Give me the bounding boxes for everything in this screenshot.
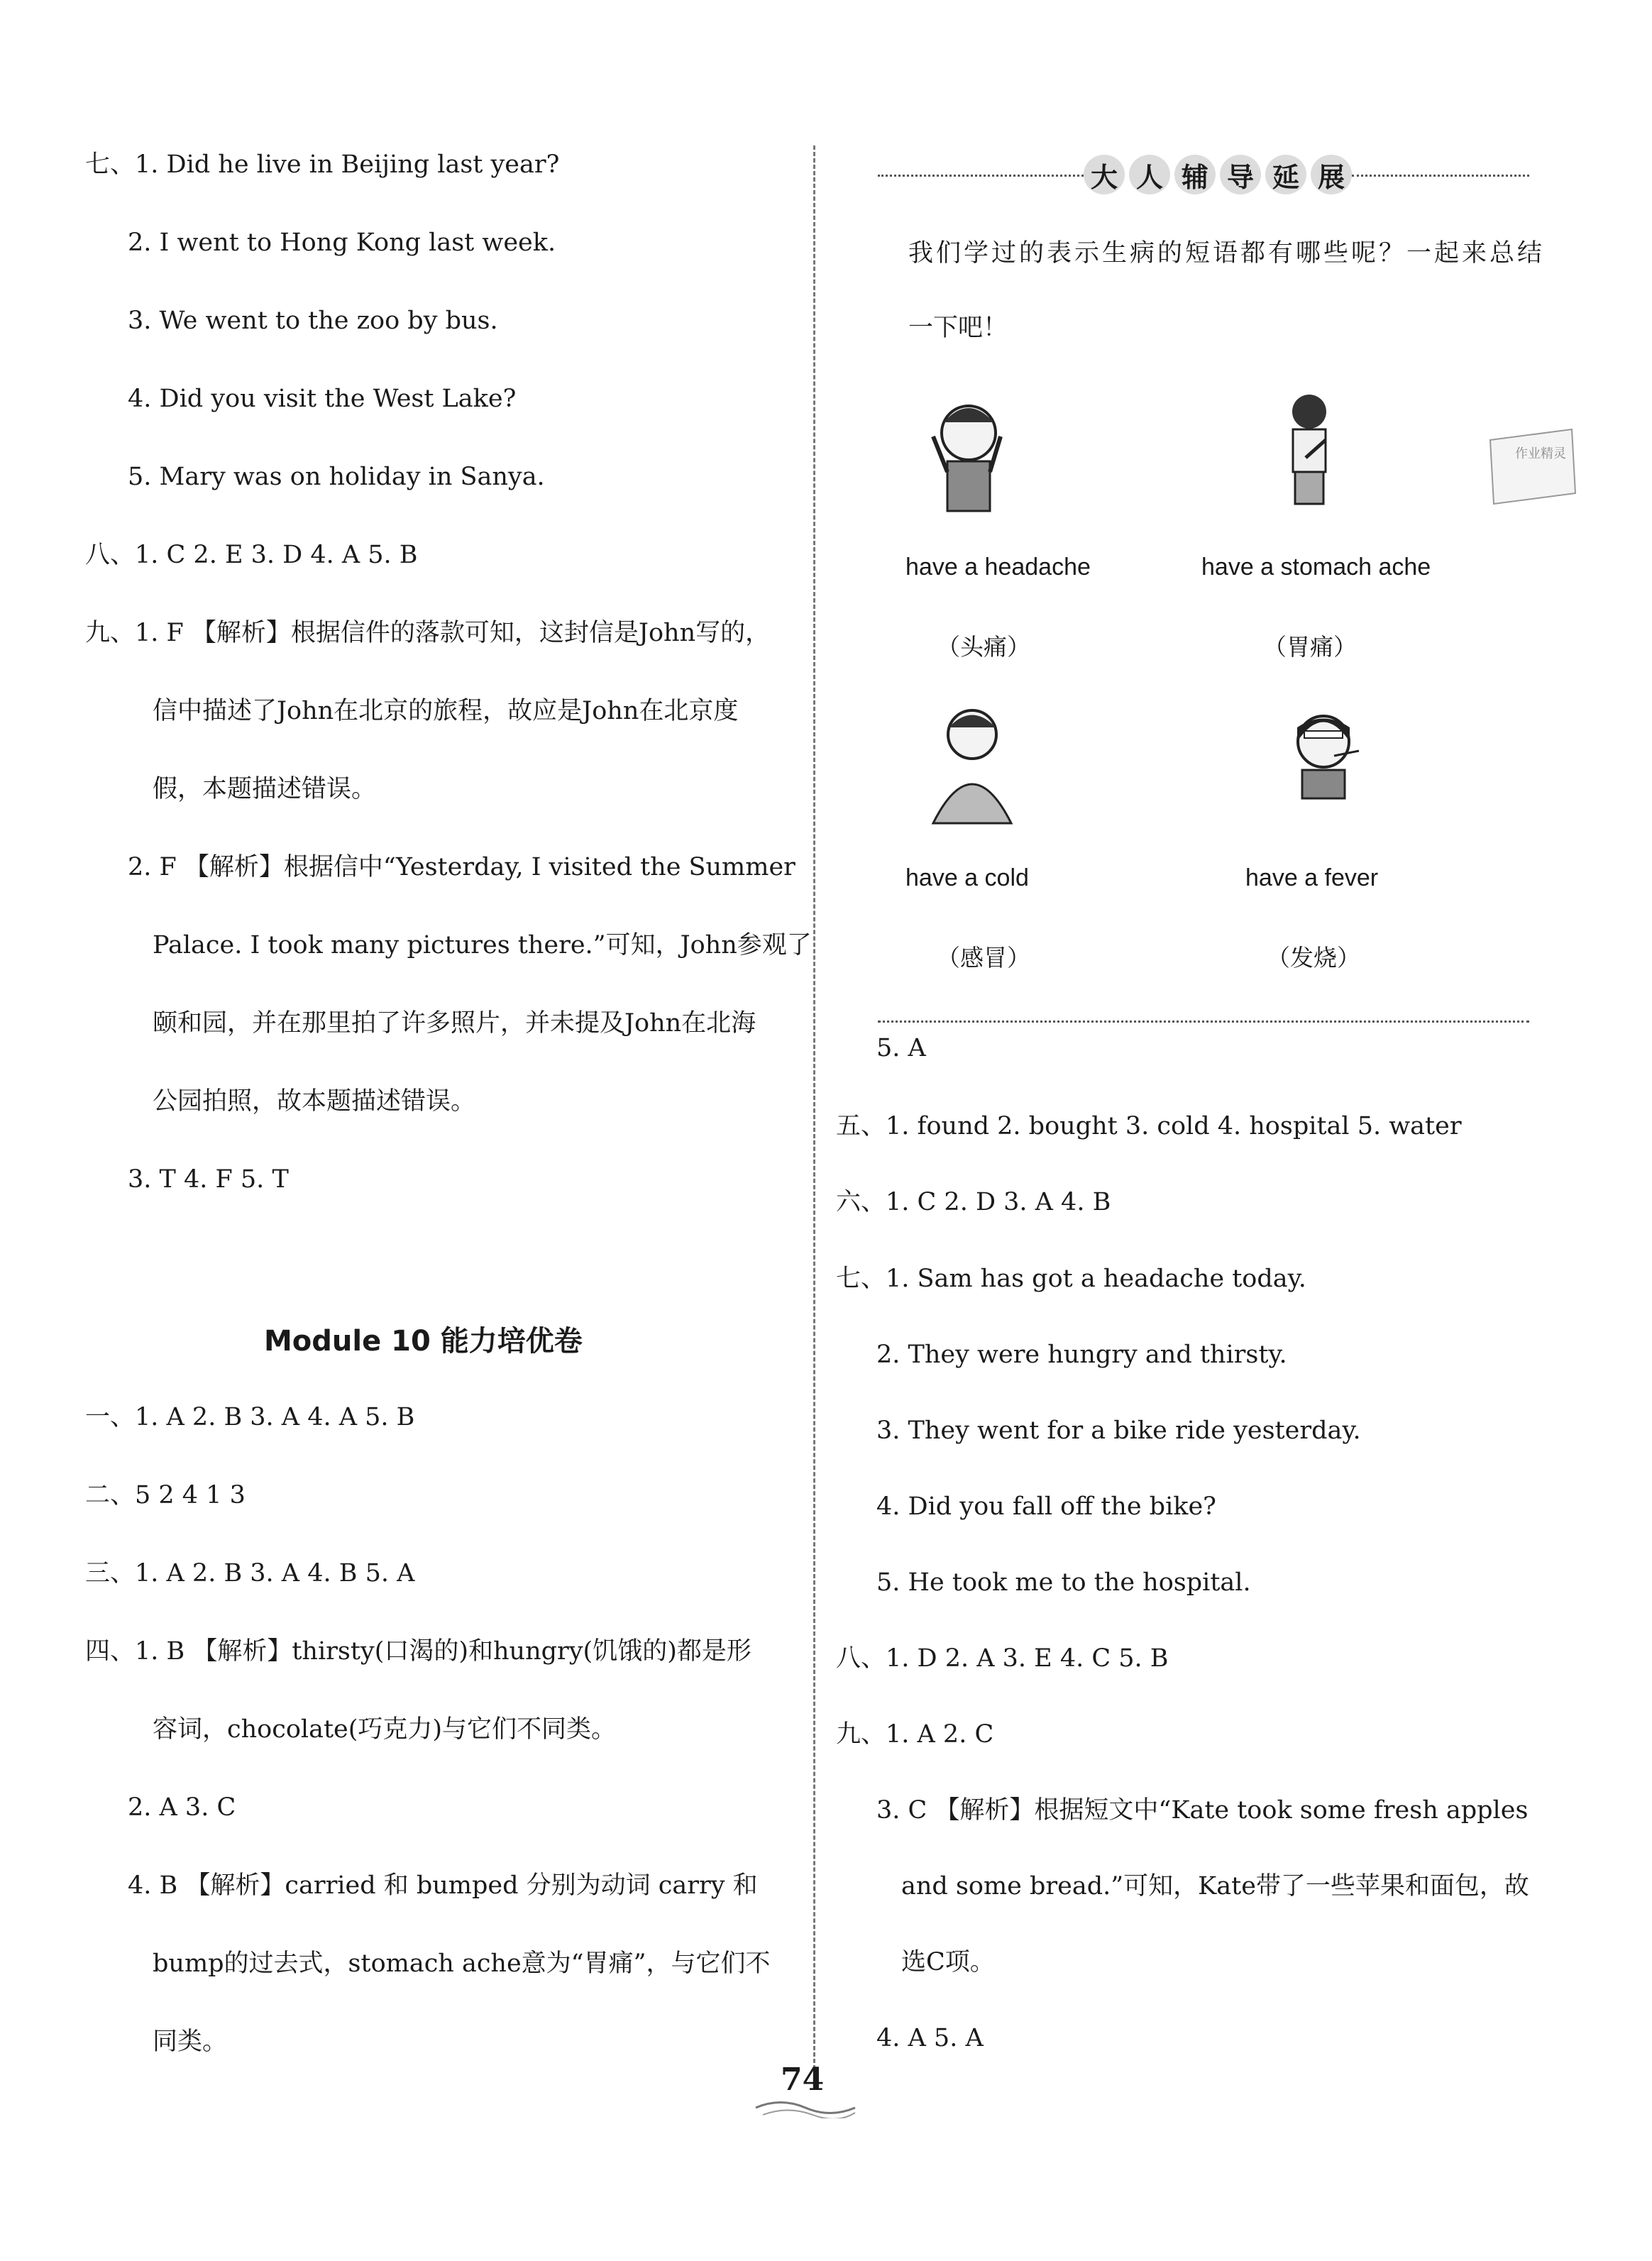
banner-rule-right bbox=[1352, 175, 1529, 177]
phrase-stomach-ache-cn: （胃痛） bbox=[1263, 633, 1357, 661]
answer-r-5: 5. A bbox=[876, 1034, 926, 1062]
answer-9-2d: 公园拍照，故本题描述错误。 bbox=[153, 1087, 476, 1116]
answer-9-2c: 颐和园，并在那里拍了许多照片，并未提及John在北海 bbox=[153, 1009, 756, 1038]
answer-7-5: 5. Mary was on holiday in Sanya. bbox=[128, 463, 545, 491]
banner-char: 延 bbox=[1265, 155, 1306, 194]
intro-line-1: 我们学过的表示生病的短语都有哪些呢？一起来总结 bbox=[908, 239, 1546, 268]
answer-r-7-2: 2. They were hungry and thirsty. bbox=[876, 1341, 1287, 1369]
cold-illustration bbox=[919, 703, 1025, 830]
answer-r-7-4: 4. Did you fall off the bike? bbox=[876, 1492, 1216, 1521]
phrase-stomach-ache: have a stomach ache bbox=[1201, 554, 1431, 581]
stamp-logo bbox=[1476, 426, 1582, 511]
headache-illustration bbox=[915, 394, 1022, 522]
answer-r-9-3a: 3. C 【解析】根据短文中“Kate took some fresh apples bbox=[876, 1796, 1529, 1825]
answer-7-4: 4. Did you visit the West Lake? bbox=[128, 385, 517, 413]
answer-r-6: 六、1. C 2. D 3. A 4. B bbox=[836, 1188, 1111, 1216]
answer-4-4b: bump的过去式，stomach ache意为“胃痛”，与它们不 bbox=[153, 1949, 771, 1978]
banner-title bbox=[1084, 155, 1352, 194]
phrase-fever-cn: （发烧） bbox=[1267, 944, 1360, 972]
module-title: Module 10 能力培优卷 bbox=[264, 1325, 583, 1358]
section-rule bbox=[878, 1021, 1529, 1023]
page-number: 74 bbox=[781, 2062, 825, 2098]
answer-2: 二、5 2 4 1 3 bbox=[85, 1481, 246, 1509]
page-number-wave bbox=[752, 2097, 859, 2118]
answer-r-7-3: 3. They went for a bike ride yesterday. bbox=[876, 1416, 1361, 1445]
answer-r-9-3c: 选C项。 bbox=[901, 1948, 995, 1976]
banner-char: 辅 bbox=[1174, 155, 1216, 194]
stomach-ache-illustration bbox=[1256, 387, 1362, 515]
answer-9-1c: 假，本题描述错误。 bbox=[153, 775, 377, 803]
answer-r-9-3b: and some bread.”可知，Kate带了一些苹果和面包，故 bbox=[901, 1872, 1529, 1900]
answer-4-1b: 容词，chocolate(巧克力)与它们不同类。 bbox=[153, 1715, 617, 1744]
answer-r-5-section: 五、1. found 2. bought 3. cold 4. hospital 5. water bbox=[836, 1112, 1462, 1140]
banner-char: 大 bbox=[1084, 155, 1125, 194]
banner-char: 导 bbox=[1220, 155, 1261, 194]
answer-9-3: 3. T 4. F 5. T bbox=[128, 1165, 289, 1194]
answer-7-1: 七、1. Did he live in Beijing last year? bbox=[85, 150, 560, 179]
fever-illustration bbox=[1270, 703, 1377, 830]
answer-4-1a: 四、1. B 【解析】thirsty(口渴的)和hungry(饥饿的)都是形 bbox=[85, 1637, 751, 1666]
banner-rule-left bbox=[878, 175, 1084, 177]
answer-r-9-4: 4. A 5. A bbox=[876, 2024, 984, 2052]
answer-1: 一、1. A 2. B 3. A 4. A 5. B bbox=[85, 1403, 415, 1431]
intro-line-2: 一下吧！ bbox=[908, 314, 1008, 342]
answer-9-1b: 信中描述了John在北京的旅程，故应是John在北京度 bbox=[153, 697, 739, 725]
answer-3: 三、1. A 2. B 3. A 4. B 5. A bbox=[85, 1559, 415, 1588]
answer-9-1a: 九、1. F 【解析】根据信件的落款可知，这封信是John写的， bbox=[85, 619, 771, 647]
answer-7-2: 2. I went to Hong Kong last week. bbox=[128, 229, 556, 257]
phrase-headache-cn: （头痛） bbox=[937, 633, 1030, 661]
answer-9-2b: Palace. I took many pictures there.”可知，John参观了 bbox=[153, 931, 812, 959]
phrase-cold: have a cold bbox=[905, 864, 1029, 891]
answer-4-4c: 同类。 bbox=[153, 2028, 228, 2056]
phrase-cold-cn: （感冒） bbox=[937, 944, 1030, 972]
answer-4-4a: 4. B 【解析】carried 和 bumped 分别为动词 carry 和 bbox=[128, 1871, 758, 1900]
answer-r-9-1: 九、1. A 2. C bbox=[836, 1720, 994, 1749]
phrase-fever: have a fever bbox=[1245, 864, 1379, 891]
answer-7-3: 3. We went to the zoo by bus. bbox=[128, 307, 498, 335]
answer-r-7-1: 七、1. Sam has got a headache today. bbox=[836, 1265, 1306, 1293]
answer-9-2a: 2. F 【解析】根据信中“Yesterday, I visited the Summer bbox=[128, 853, 795, 881]
answer-8: 八、1. C 2. E 3. D 4. A 5. B bbox=[85, 541, 418, 569]
answer-r-8: 八、1. D 2. A 3. E 4. C 5. B bbox=[836, 1644, 1169, 1673]
banner-char: 展 bbox=[1311, 155, 1352, 194]
answer-4-2: 2. A 3. C bbox=[128, 1793, 236, 1822]
banner-char: 人 bbox=[1129, 155, 1170, 194]
answer-r-7-5: 5. He took me to the hospital. bbox=[876, 1568, 1251, 1597]
column-divider bbox=[813, 145, 815, 2076]
phrase-headache: have a headache bbox=[905, 554, 1091, 581]
stamp-text: 作业精灵 bbox=[1515, 446, 1566, 461]
